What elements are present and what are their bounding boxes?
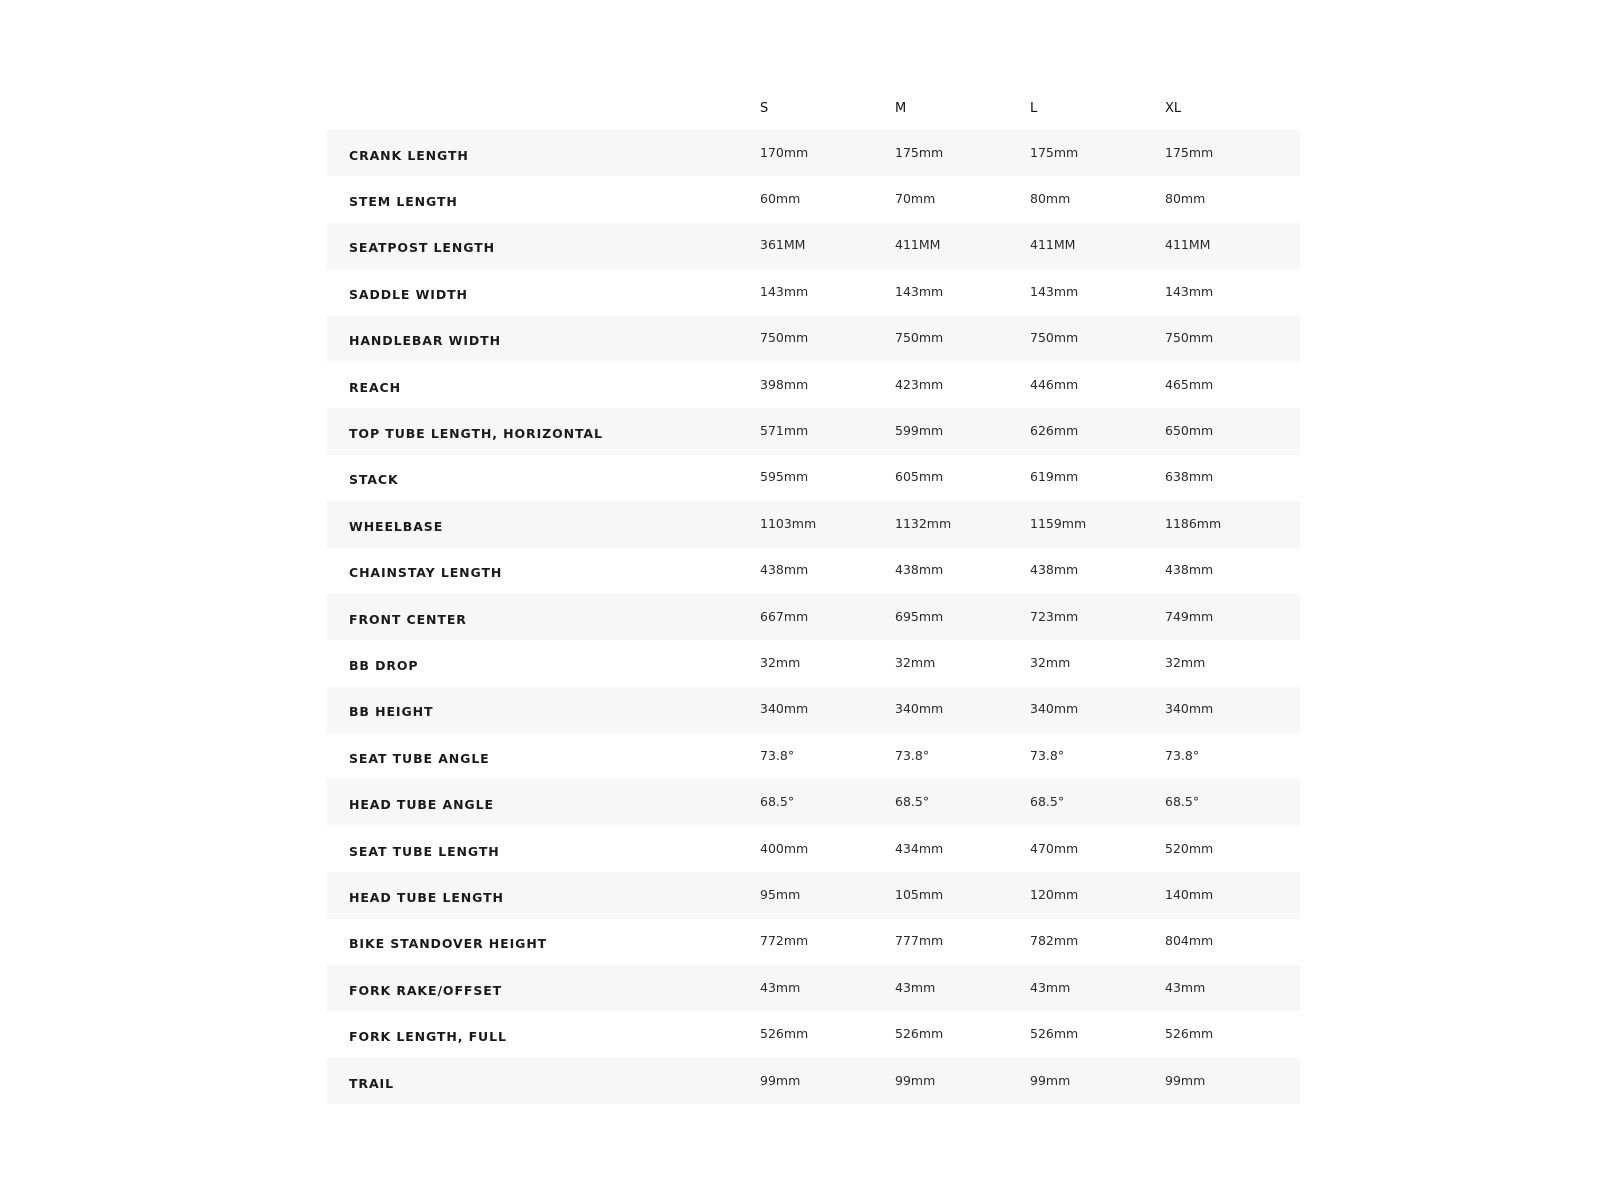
cell-value-xl: 411MM	[1165, 237, 1211, 253]
row-label: SEAT TUBE LENGTH	[349, 843, 500, 859]
cell-value-xl: 804mm	[1165, 933, 1214, 949]
cell-value-m: 340mm	[895, 701, 944, 717]
cell-value-xl: 750mm	[1165, 330, 1214, 346]
cell-value-m: 143mm	[895, 283, 944, 299]
cell-value-l: 43mm	[1030, 979, 1071, 995]
size-header-row	[327, 86, 1300, 130]
cell-value-s: 68.5°	[760, 794, 795, 810]
cell-value-l: 750mm	[1030, 330, 1079, 346]
cell-value-s: 60mm	[760, 191, 801, 207]
table-row	[327, 408, 1300, 454]
size-header-l: L	[1030, 100, 1038, 116]
cell-value-xl: 32mm	[1165, 654, 1206, 670]
cell-value-s: 43mm	[760, 979, 801, 995]
cell-value-m: 605mm	[895, 469, 944, 485]
table-row	[327, 455, 1300, 501]
table-row	[327, 548, 1300, 594]
cell-value-s: 170mm	[760, 144, 809, 160]
cell-value-xl: 638mm	[1165, 469, 1214, 485]
row-label: TOP TUBE LENGTH, HORIZONTAL	[349, 426, 603, 442]
cell-value-l: 782mm	[1030, 933, 1079, 949]
row-label: FORK RAKE/OFFSET	[349, 982, 503, 998]
table-row	[327, 733, 1300, 779]
cell-value-m: 70mm	[895, 191, 936, 207]
cell-value-l: 626mm	[1030, 423, 1079, 439]
cell-value-l: 120mm	[1030, 886, 1079, 902]
cell-value-xl: 465mm	[1165, 376, 1214, 392]
row-label: HEAD TUBE ANGLE	[349, 797, 494, 813]
size-header-xl: XL	[1165, 100, 1182, 116]
geometry-table	[327, 86, 1300, 1104]
cell-value-m: 32mm	[895, 654, 936, 670]
cell-value-l: 68.5°	[1030, 794, 1065, 810]
row-label: WHEELBASE	[349, 518, 444, 534]
cell-value-m: 1132mm	[895, 515, 952, 531]
cell-value-xl: 99mm	[1165, 1072, 1206, 1088]
table-row	[327, 130, 1300, 176]
cell-value-s: 571mm	[760, 423, 809, 439]
cell-value-m: 423mm	[895, 376, 944, 392]
cell-value-s: 526mm	[760, 1026, 809, 1042]
size-header-m: M	[895, 100, 907, 116]
cell-value-s: 95mm	[760, 886, 801, 902]
header-empty-cell	[327, 86, 760, 130]
geometry-table-body	[327, 130, 1300, 1104]
cell-value-m: 695mm	[895, 608, 944, 624]
cell-value-xl: 526mm	[1165, 1026, 1214, 1042]
cell-value-l: 438mm	[1030, 562, 1079, 578]
table-row	[327, 965, 1300, 1011]
cell-value-s: 143mm	[760, 283, 809, 299]
cell-value-m: 43mm	[895, 979, 936, 995]
cell-value-l: 99mm	[1030, 1072, 1071, 1088]
cell-value-m: 599mm	[895, 423, 944, 439]
table-row	[327, 640, 1300, 686]
cell-value-s: 400mm	[760, 840, 809, 856]
cell-value-xl: 749mm	[1165, 608, 1214, 624]
row-label: SEAT TUBE ANGLE	[349, 750, 490, 766]
cell-value-m: 99mm	[895, 1072, 936, 1088]
cell-value-xl: 73.8°	[1165, 747, 1200, 763]
table-row	[327, 872, 1300, 918]
cell-value-m: 438mm	[895, 562, 944, 578]
cell-value-s: 398mm	[760, 376, 809, 392]
cell-value-l: 1159mm	[1030, 515, 1087, 531]
table-row	[327, 826, 1300, 872]
cell-value-xl: 438mm	[1165, 562, 1214, 578]
cell-value-xl: 650mm	[1165, 423, 1214, 439]
row-label: SADDLE WIDTH	[349, 286, 468, 302]
cell-value-l: 446mm	[1030, 376, 1079, 392]
cell-value-s: 99mm	[760, 1072, 801, 1088]
cell-value-xl: 140mm	[1165, 886, 1214, 902]
table-row	[327, 919, 1300, 965]
cell-value-s: 73.8°	[760, 747, 795, 763]
cell-value-xl: 68.5°	[1165, 794, 1200, 810]
row-label: HEAD TUBE LENGTH	[349, 889, 504, 905]
row-label: TRAIL	[349, 1075, 394, 1091]
cell-value-xl: 340mm	[1165, 701, 1214, 717]
table-row	[327, 1058, 1300, 1104]
cell-value-s: 750mm	[760, 330, 809, 346]
cell-value-m: 411MM	[895, 237, 941, 253]
cell-value-l: 80mm	[1030, 191, 1071, 207]
cell-value-s: 595mm	[760, 469, 809, 485]
cell-value-xl: 80mm	[1165, 191, 1206, 207]
row-label: REACH	[349, 379, 401, 395]
cell-value-l: 470mm	[1030, 840, 1079, 856]
table-row	[327, 316, 1300, 362]
cell-value-s: 772mm	[760, 933, 809, 949]
cell-value-s: 438mm	[760, 562, 809, 578]
table-row	[327, 1011, 1300, 1057]
cell-value-l: 143mm	[1030, 283, 1079, 299]
cell-value-l: 340mm	[1030, 701, 1079, 717]
row-label: FRONT CENTER	[349, 611, 467, 627]
cell-value-m: 777mm	[895, 933, 944, 949]
cell-value-xl: 1186mm	[1165, 515, 1222, 531]
row-label: CRANK LENGTH	[349, 147, 469, 163]
cell-value-l: 619mm	[1030, 469, 1079, 485]
cell-value-s: 32mm	[760, 654, 801, 670]
table-row	[327, 362, 1300, 408]
row-label: FORK LENGTH, FULL	[349, 1029, 507, 1045]
table-row	[327, 687, 1300, 733]
cell-value-xl: 520mm	[1165, 840, 1214, 856]
cell-value-m: 434mm	[895, 840, 944, 856]
cell-value-m: 175mm	[895, 144, 944, 160]
cell-value-m: 73.8°	[895, 747, 930, 763]
cell-value-s: 361MM	[760, 237, 806, 253]
row-label: CHAINSTAY LENGTH	[349, 565, 503, 581]
row-label: STEM LENGTH	[349, 194, 458, 210]
row-label: HANDLEBAR WIDTH	[349, 333, 501, 349]
cell-value-m: 750mm	[895, 330, 944, 346]
cell-value-m: 526mm	[895, 1026, 944, 1042]
table-row	[327, 779, 1300, 825]
row-label: STACK	[349, 472, 399, 488]
row-label: BB HEIGHT	[349, 704, 434, 720]
table-row	[327, 594, 1300, 640]
cell-value-m: 105mm	[895, 886, 944, 902]
cell-value-xl: 143mm	[1165, 283, 1214, 299]
table-row	[327, 223, 1300, 269]
table-row	[327, 176, 1300, 222]
cell-value-l: 723mm	[1030, 608, 1079, 624]
size-header-s: S	[760, 100, 769, 116]
row-label: BB DROP	[349, 657, 419, 673]
cell-value-l: 526mm	[1030, 1026, 1079, 1042]
cell-value-s: 340mm	[760, 701, 809, 717]
row-label: SEATPOST LENGTH	[349, 240, 495, 256]
cell-value-xl: 175mm	[1165, 144, 1214, 160]
table-row	[327, 269, 1300, 315]
cell-value-l: 32mm	[1030, 654, 1071, 670]
cell-value-xl: 43mm	[1165, 979, 1206, 995]
cell-value-s: 1103mm	[760, 515, 817, 531]
cell-value-s: 667mm	[760, 608, 809, 624]
cell-value-l: 411MM	[1030, 237, 1076, 253]
cell-value-l: 175mm	[1030, 144, 1079, 160]
table-row	[327, 501, 1300, 547]
cell-value-m: 68.5°	[895, 794, 930, 810]
cell-value-l: 73.8°	[1030, 747, 1065, 763]
row-label: BIKE STANDOVER HEIGHT	[349, 936, 548, 952]
